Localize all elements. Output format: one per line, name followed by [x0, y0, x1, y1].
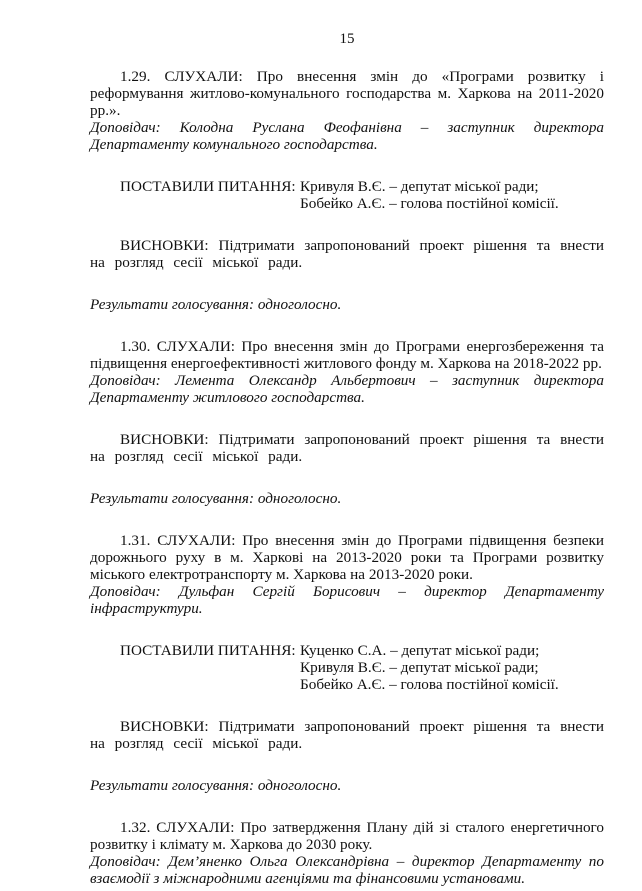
speaker-label: Доповідач:	[90, 583, 161, 600]
page-number: 15	[339, 31, 355, 47]
participant-name: Бобейко А.Є. – голова постійної комісії.	[300, 676, 559, 693]
speaker-label: Доповідач:	[90, 372, 161, 389]
speaker-line	[90, 372, 604, 406]
speaker-label: Доповідач:	[90, 119, 161, 136]
protocol-item	[90, 532, 604, 794]
raised-questions-label: ПОСТАВИЛИ ПИТАННЯ:	[120, 178, 296, 195]
voting-results	[90, 777, 604, 794]
participant-name: Кривуля В.Є. – депутат міської ради;	[300, 659, 539, 676]
speaker-line	[90, 853, 604, 887]
raised-questions-label: ПОСТАВИЛИ ПИТАННЯ:	[120, 642, 296, 659]
raised-questions-names	[300, 642, 604, 693]
conclusions-paragraph	[90, 237, 604, 271]
conclusions-paragraph	[90, 431, 604, 465]
protocol-item	[90, 338, 604, 507]
heard-paragraph: 1.29. СЛУХАЛИ: Про внесення змін до «Програми розвитку і реформування житлово-комунального господарства м. Харкова на 2011-2020 рр.».	[90, 68, 604, 119]
voting-results-label: Результати голосування:	[90, 490, 255, 507]
conclusions-text: Підтримати запропонований проект рішення та внести на розгляд сесії міської ради.	[90, 718, 604, 752]
participant-name: Бобейко А.Є. – голова постійної комісії.	[300, 195, 559, 212]
speaker-line	[90, 583, 604, 617]
conclusions-label: ВИСНОВКИ:	[120, 237, 209, 254]
voting-results	[90, 490, 604, 507]
speaker-text: Лемента Олександр Альбертович – заступник директора Департаменту житлового господарства.	[90, 372, 604, 406]
protocol-item	[90, 68, 604, 313]
conclusions-paragraph	[90, 718, 604, 752]
conclusions-text: Підтримати запропонований проект рішення та внести на розгляд сесії міської ради.	[90, 431, 604, 465]
speaker-text: Дем’яненко Ольга Олександрівна – директор Департаменту по взаємодії з міжнародними агенціями та фінансовими установами.	[90, 853, 604, 887]
raised-questions	[120, 178, 604, 212]
voting-results	[90, 296, 604, 313]
protocol-item	[90, 819, 604, 887]
speaker-label: Доповідач:	[90, 853, 161, 870]
voting-results-value: одноголосно.	[257, 777, 342, 794]
heard-paragraph: 1.30. СЛУХАЛИ: Про внесення змін до Програми енергозбереження та підвищення енергоефективності житлового фонду м. Харкова на 2018-2022 рр.	[90, 338, 604, 372]
protocol-items	[90, 68, 604, 887]
heard-paragraph: 1.32. СЛУХАЛИ: Про затвердження Плану дій зі сталого енергетичного розвитку і клімату м. Харкова до 2030 року.	[90, 819, 604, 853]
voting-results-value: одноголосно.	[257, 490, 342, 507]
participant-name: Кривуля В.Є. – депутат міської ради;	[300, 178, 539, 195]
voting-results-label: Результати голосування:	[90, 296, 255, 313]
raised-questions-names	[300, 178, 604, 212]
raised-questions	[120, 642, 604, 693]
speaker-text: Колодна Руслана Феофанівна – заступник директора Департаменту комунального господарства.	[90, 119, 605, 153]
voting-results-value: одноголосно.	[257, 296, 342, 313]
participant-name: Куценко С.А. – депутат міської ради;	[300, 642, 540, 659]
conclusions-text: Підтримати запропонований проект рішення та внести на розгляд сесії міської ради.	[90, 237, 604, 271]
conclusions-label: ВИСНОВКИ:	[120, 431, 209, 448]
speaker-text: Дульфан Сергій Борисович – директор Департаменту інфраструктури.	[90, 583, 605, 617]
heard-paragraph: 1.31. СЛУХАЛИ: Про внесення змін до Програми підвищення безпеки дорожнього руху в м. Харкові на 2013-2020 роки та Програми розвитку міського електротранспорту м. Харкова на 2013-2020 роки.	[90, 532, 604, 583]
conclusions-label: ВИСНОВКИ:	[120, 718, 209, 735]
voting-results-label: Результати голосування:	[90, 777, 255, 794]
speaker-line	[90, 119, 604, 153]
